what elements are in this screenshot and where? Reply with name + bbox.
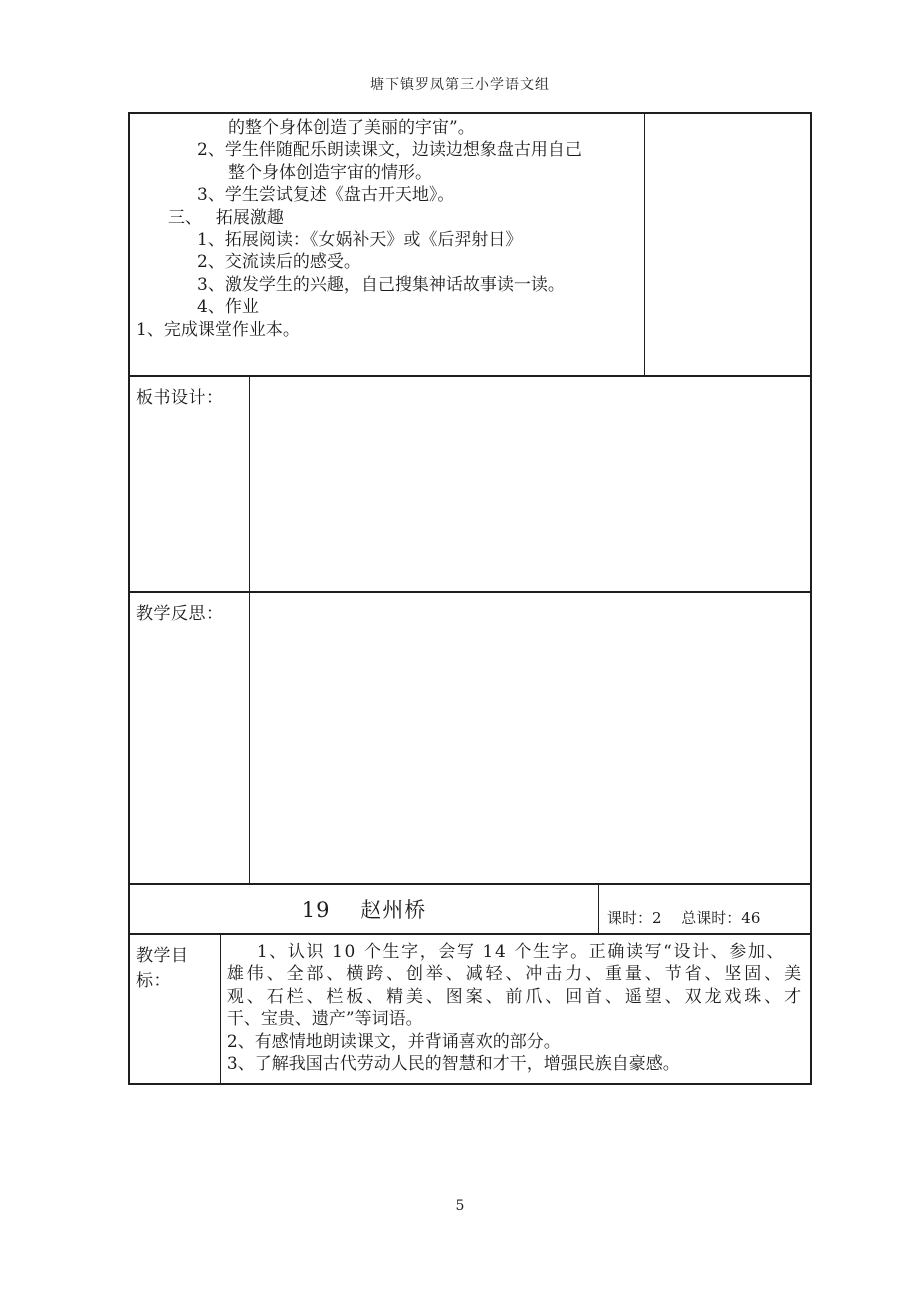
- board-design-row: [130, 377, 810, 593]
- lesson-periods: 课时：2 总课时：46: [607, 909, 761, 927]
- lesson-step-line: 整个身体创造宇宙的情形。: [228, 162, 432, 183]
- lesson-continuation-table: [128, 112, 812, 377]
- teaching-reflection-content-cell: [250, 593, 810, 883]
- teaching-goals-row: [130, 935, 810, 1083]
- lesson-step-line: 1、拓展阅读：《女娲补天》或《后羿射日》: [197, 230, 523, 251]
- lesson-title: 19 赵州桥: [130, 885, 599, 933]
- lesson-title-row: [130, 885, 810, 935]
- teaching-goals-label: 教学目标：: [130, 935, 221, 1083]
- goal-line: 观、石栏、栏板、精美、图案、前爪、回首、遥望、双龙戏珠、才: [226, 986, 804, 1007]
- board-design-content-cell: [250, 377, 810, 591]
- lesson-step-line: 4、作业: [197, 297, 259, 318]
- page-header: 塘下镇罗凤第三小学语文组: [370, 77, 550, 93]
- lesson-step-line: 3、激发学生的兴趣，自己搜集神话故事读一读。: [197, 274, 565, 295]
- teaching-reflection-label: 教学反思：: [130, 593, 250, 883]
- goal-line: 雄伟、全部、横跨、创举、减轻、冲击力、重量、节省、坚固、美: [226, 964, 804, 985]
- lesson-steps-cell: [130, 114, 645, 375]
- lesson-19-table: [128, 883, 812, 1085]
- teaching-goals-content-cell: [221, 935, 810, 1083]
- goal-line: 干、宝贵、遗产”等词语。: [226, 1009, 423, 1030]
- lesson-step-line: 2、交流读后的感受。: [197, 252, 361, 273]
- goal-line: 2、有感情地朗读课文，并背诵喜欢的部分。: [226, 1031, 561, 1052]
- lesson-step-line: 的整个身体创造了美丽的宇宙”。: [228, 118, 475, 138]
- goal-line: 3、了解我国古代劳动人民的智慧和才干，增强民族自豪感。: [226, 1054, 680, 1075]
- board-design-label: 板书设计：: [130, 377, 250, 591]
- lesson-step-line: 3、学生尝试复述《盘古开天地》。: [197, 185, 455, 206]
- lesson-section-line: 三、 拓展激趣: [168, 207, 284, 228]
- lesson-step-line: 2、学生伴随配乐朗读课文，边读边想象盘古用自己: [197, 140, 582, 161]
- page-number: 5: [455, 1198, 465, 1214]
- teaching-reflection-row: [130, 593, 810, 883]
- empty-side-cell: [645, 114, 810, 375]
- lesson-step-line: 1、完成课堂作业本。: [136, 319, 300, 340]
- design-reflection-table: [128, 375, 812, 885]
- goal-line: 1、认识 10 个生字，会写 14 个生字。正确读写“设计、参加、: [256, 942, 786, 962]
